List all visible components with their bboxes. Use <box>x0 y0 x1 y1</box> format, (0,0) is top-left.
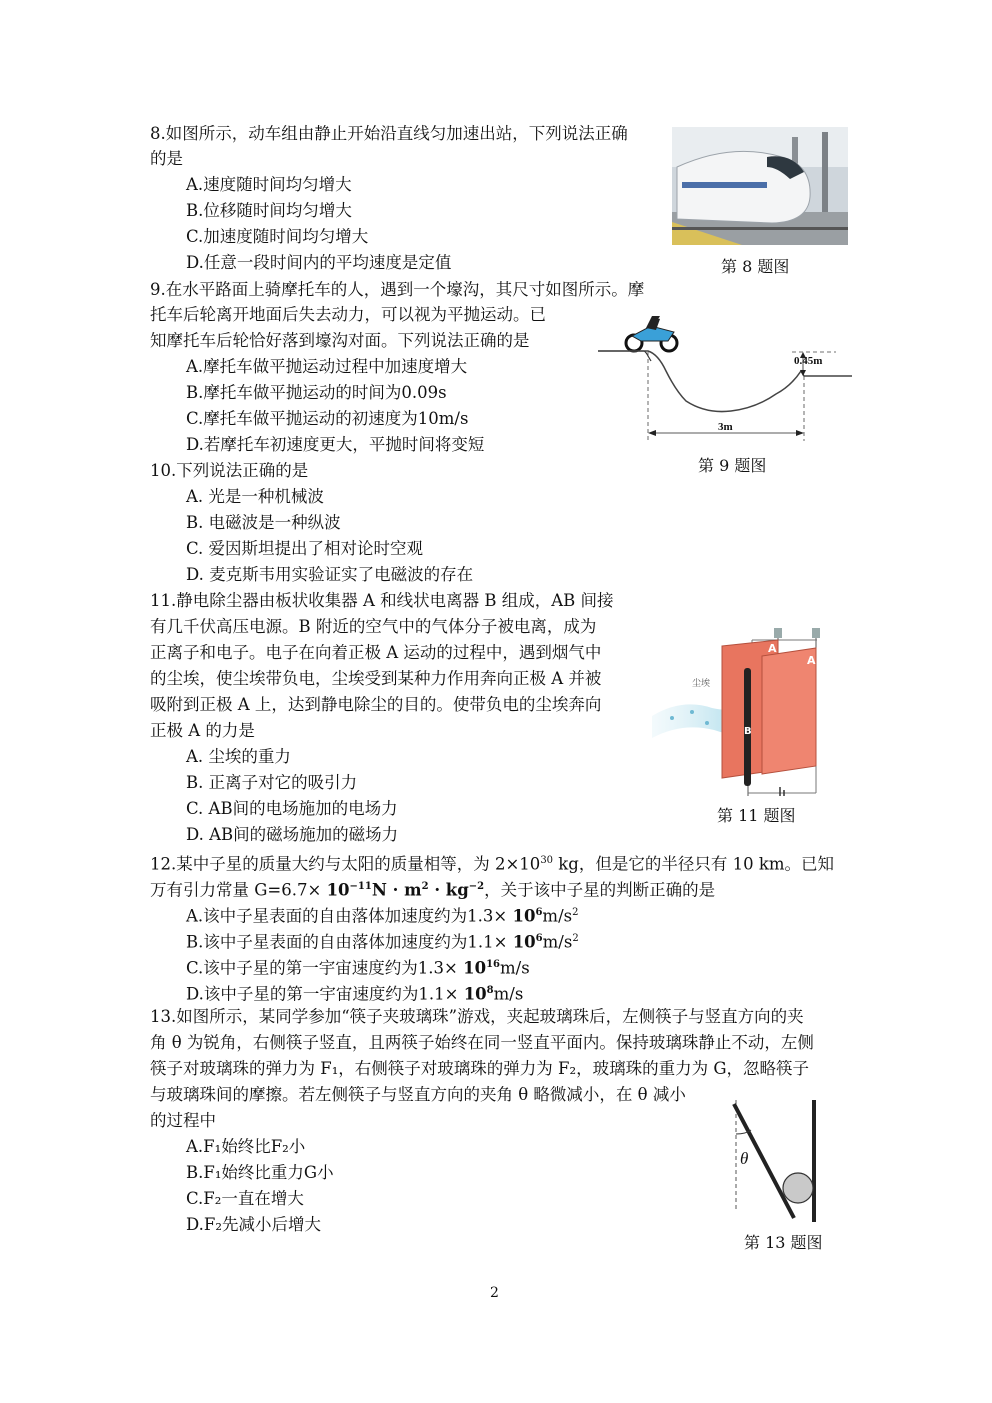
q12-option-b: B.该中子星表面的自由落体加速度约为$1.1\times 10^6m/s^2$ <box>186 932 579 952</box>
q9-stem-line2: 托车后轮离开地面后失去动力，可以视为平抛运动。已 <box>150 305 546 324</box>
q11-figure-caption: 第 11 题图 <box>717 806 796 825</box>
q11-stem-line1: 11.静电除尘器由板状收集器 A 和线状电离器 B 组成，AB 间接 <box>150 591 614 610</box>
q10-option-b: B. 电磁波是一种纵波 <box>186 513 341 532</box>
q13-option-d: D.F₂先减小后增大 <box>186 1215 321 1234</box>
q8-figure-caption: 第 8 题图 <box>721 257 790 276</box>
q11-option-a: A. 尘埃的重力 <box>186 747 291 766</box>
q12-stem-line2: 万有引力常量 $G=6.7\times 10^{-11}N \cdot m^2 \cdot kg^{-2}$，关于该中子星的判断正确的是 <box>150 880 716 900</box>
q11-option-c: C. AB间的电场施加的电场力 <box>186 799 398 818</box>
q13-option-c: C.F₂一直在增大 <box>186 1189 304 1208</box>
q12-option-a: A.该中子星表面的自由落体加速度约为$1.3\times 10^6m/s^2$ <box>186 906 579 926</box>
q13-angle-label: θ <box>740 1149 749 1168</box>
q8-option-d: D.任意一段时间内的平均速度是定值 <box>186 253 452 272</box>
q11-option-b: B. 正离子对它的吸引力 <box>186 773 358 792</box>
q9-ditch-diagram <box>596 316 852 446</box>
q13-option-a: A.F₁始终比F₂小 <box>186 1137 306 1156</box>
q9-option-b: B.摩托车做平抛运动的时间为0.09s <box>186 383 447 402</box>
q9-stem-line3: 知摩托车后轮恰好落到壕沟对面。下列说法正确的是 <box>150 331 530 350</box>
q13-stem-line5: 的过程中 <box>150 1111 216 1130</box>
q11-option-d: D. AB间的磁场施加的磁场力 <box>186 825 399 844</box>
q10-stem: 10.下列说法正确的是 <box>150 461 309 480</box>
q11-stem-line5: 吸附到正极 A 上，达到静电除尘的目的。使带负电的尘埃奔向 <box>150 695 602 714</box>
q11-plate-label-1: A <box>768 642 777 655</box>
q8-train-photo <box>672 127 848 245</box>
q8-option-c: C.加速度随时间均匀增大 <box>186 227 369 246</box>
q11-stem-line2: 有几千伏高压电源。B 附近的空气中的气体分子被电离，成为 <box>150 617 597 636</box>
q8-option-b: B.位移随时间均匀增大 <box>186 201 352 220</box>
q9-stem-line1: 9.在水平路面上骑摩托车的人，遇到一个壕沟，其尺寸如图所示。摩 <box>150 280 645 299</box>
q12-option-d: D.该中子星的第一宇宙速度约为$1.1\times 10^8m/s$ <box>186 984 524 1004</box>
motorcycle-icon <box>626 316 677 351</box>
q9-figure-caption: 第 9 题图 <box>698 456 767 475</box>
q11-precipitator-diagram <box>652 628 832 796</box>
q13-figure-caption: 第 13 题图 <box>744 1233 823 1252</box>
q9-option-d: D.若摩托车初速度更大，平抛时间将变短 <box>186 435 485 454</box>
q11-wire-label: B <box>744 726 752 737</box>
q10-option-a: A. 光是一种机械波 <box>186 487 324 506</box>
q9-option-a: A.摩托车做平抛运动过程中加速度增大 <box>186 357 468 376</box>
q12-stem-line1: 12.某中子星的质量大约与太阳的质量相等，为 $2\times 10^{30}$ kg，但是它的半径只有 10 km。已知 <box>150 854 834 874</box>
q8-option-a: A.速度随时间均匀增大 <box>186 175 352 194</box>
q8-stem-line1: 8.如图所示，动车组由静止开始沿直线匀加速出站，下列说法正确 <box>150 124 628 143</box>
q11-stem-line6: 正极 A 的力是 <box>150 721 255 740</box>
q10-option-c: C. 爱因斯坦提出了相对论时空观 <box>186 539 424 558</box>
q13-chopsticks-diagram <box>726 1098 826 1222</box>
q12-option-c: C.该中子星的第一宇宙速度约为$1.3\times 10^{16}m/s$ <box>186 958 530 978</box>
q9-option-c: C.摩托车做平抛运动的初速度为10m/s <box>186 409 469 428</box>
q11-stem-line4: 的尘埃，使尘埃带负电，尘埃受到某种力作用奔向正极 A 并被 <box>150 669 602 688</box>
q11-plate-label-2: A <box>807 654 816 667</box>
q13-stem-line2: 角 θ 为锐角，右侧筷子竖直，且两筷子始终在同一竖直平面内。保持玻璃珠静止不动，左侧 <box>150 1033 814 1052</box>
q10-option-d: D. 麦克斯韦用实验证实了电磁波的存在 <box>186 565 474 584</box>
q13-stem-line3: 筷子对玻璃珠的弹力为 F₁，右侧筷子对玻璃珠的弹力为 F₂，玻璃珠的重力为 G，忽略筷子 <box>150 1059 810 1078</box>
q9-height-label: 0.45m <box>794 355 823 367</box>
q13-stem-line4: 与玻璃珠间的摩擦。若左侧筷子与竖直方向的夹角 θ 略微减小，在 θ 减小 <box>150 1085 686 1104</box>
page-number: 2 <box>490 1285 499 1301</box>
q11-stem-line3: 正离子和电子。电子在向着正极 A 运动的过程中，遇到烟气中 <box>150 643 602 662</box>
q11-dust-label: 尘埃 <box>692 679 711 689</box>
q13-option-b: B.F₁始终比重力G小 <box>186 1163 334 1182</box>
q9-width-label: 3m <box>718 421 733 433</box>
q8-stem-line2: 的是 <box>150 149 183 168</box>
q13-stem-line1: 13.如图所示，某同学参加“筷子夹玻璃珠”游戏，夹起玻璃珠后，左侧筷子与竖直方向的夹 <box>150 1007 804 1026</box>
